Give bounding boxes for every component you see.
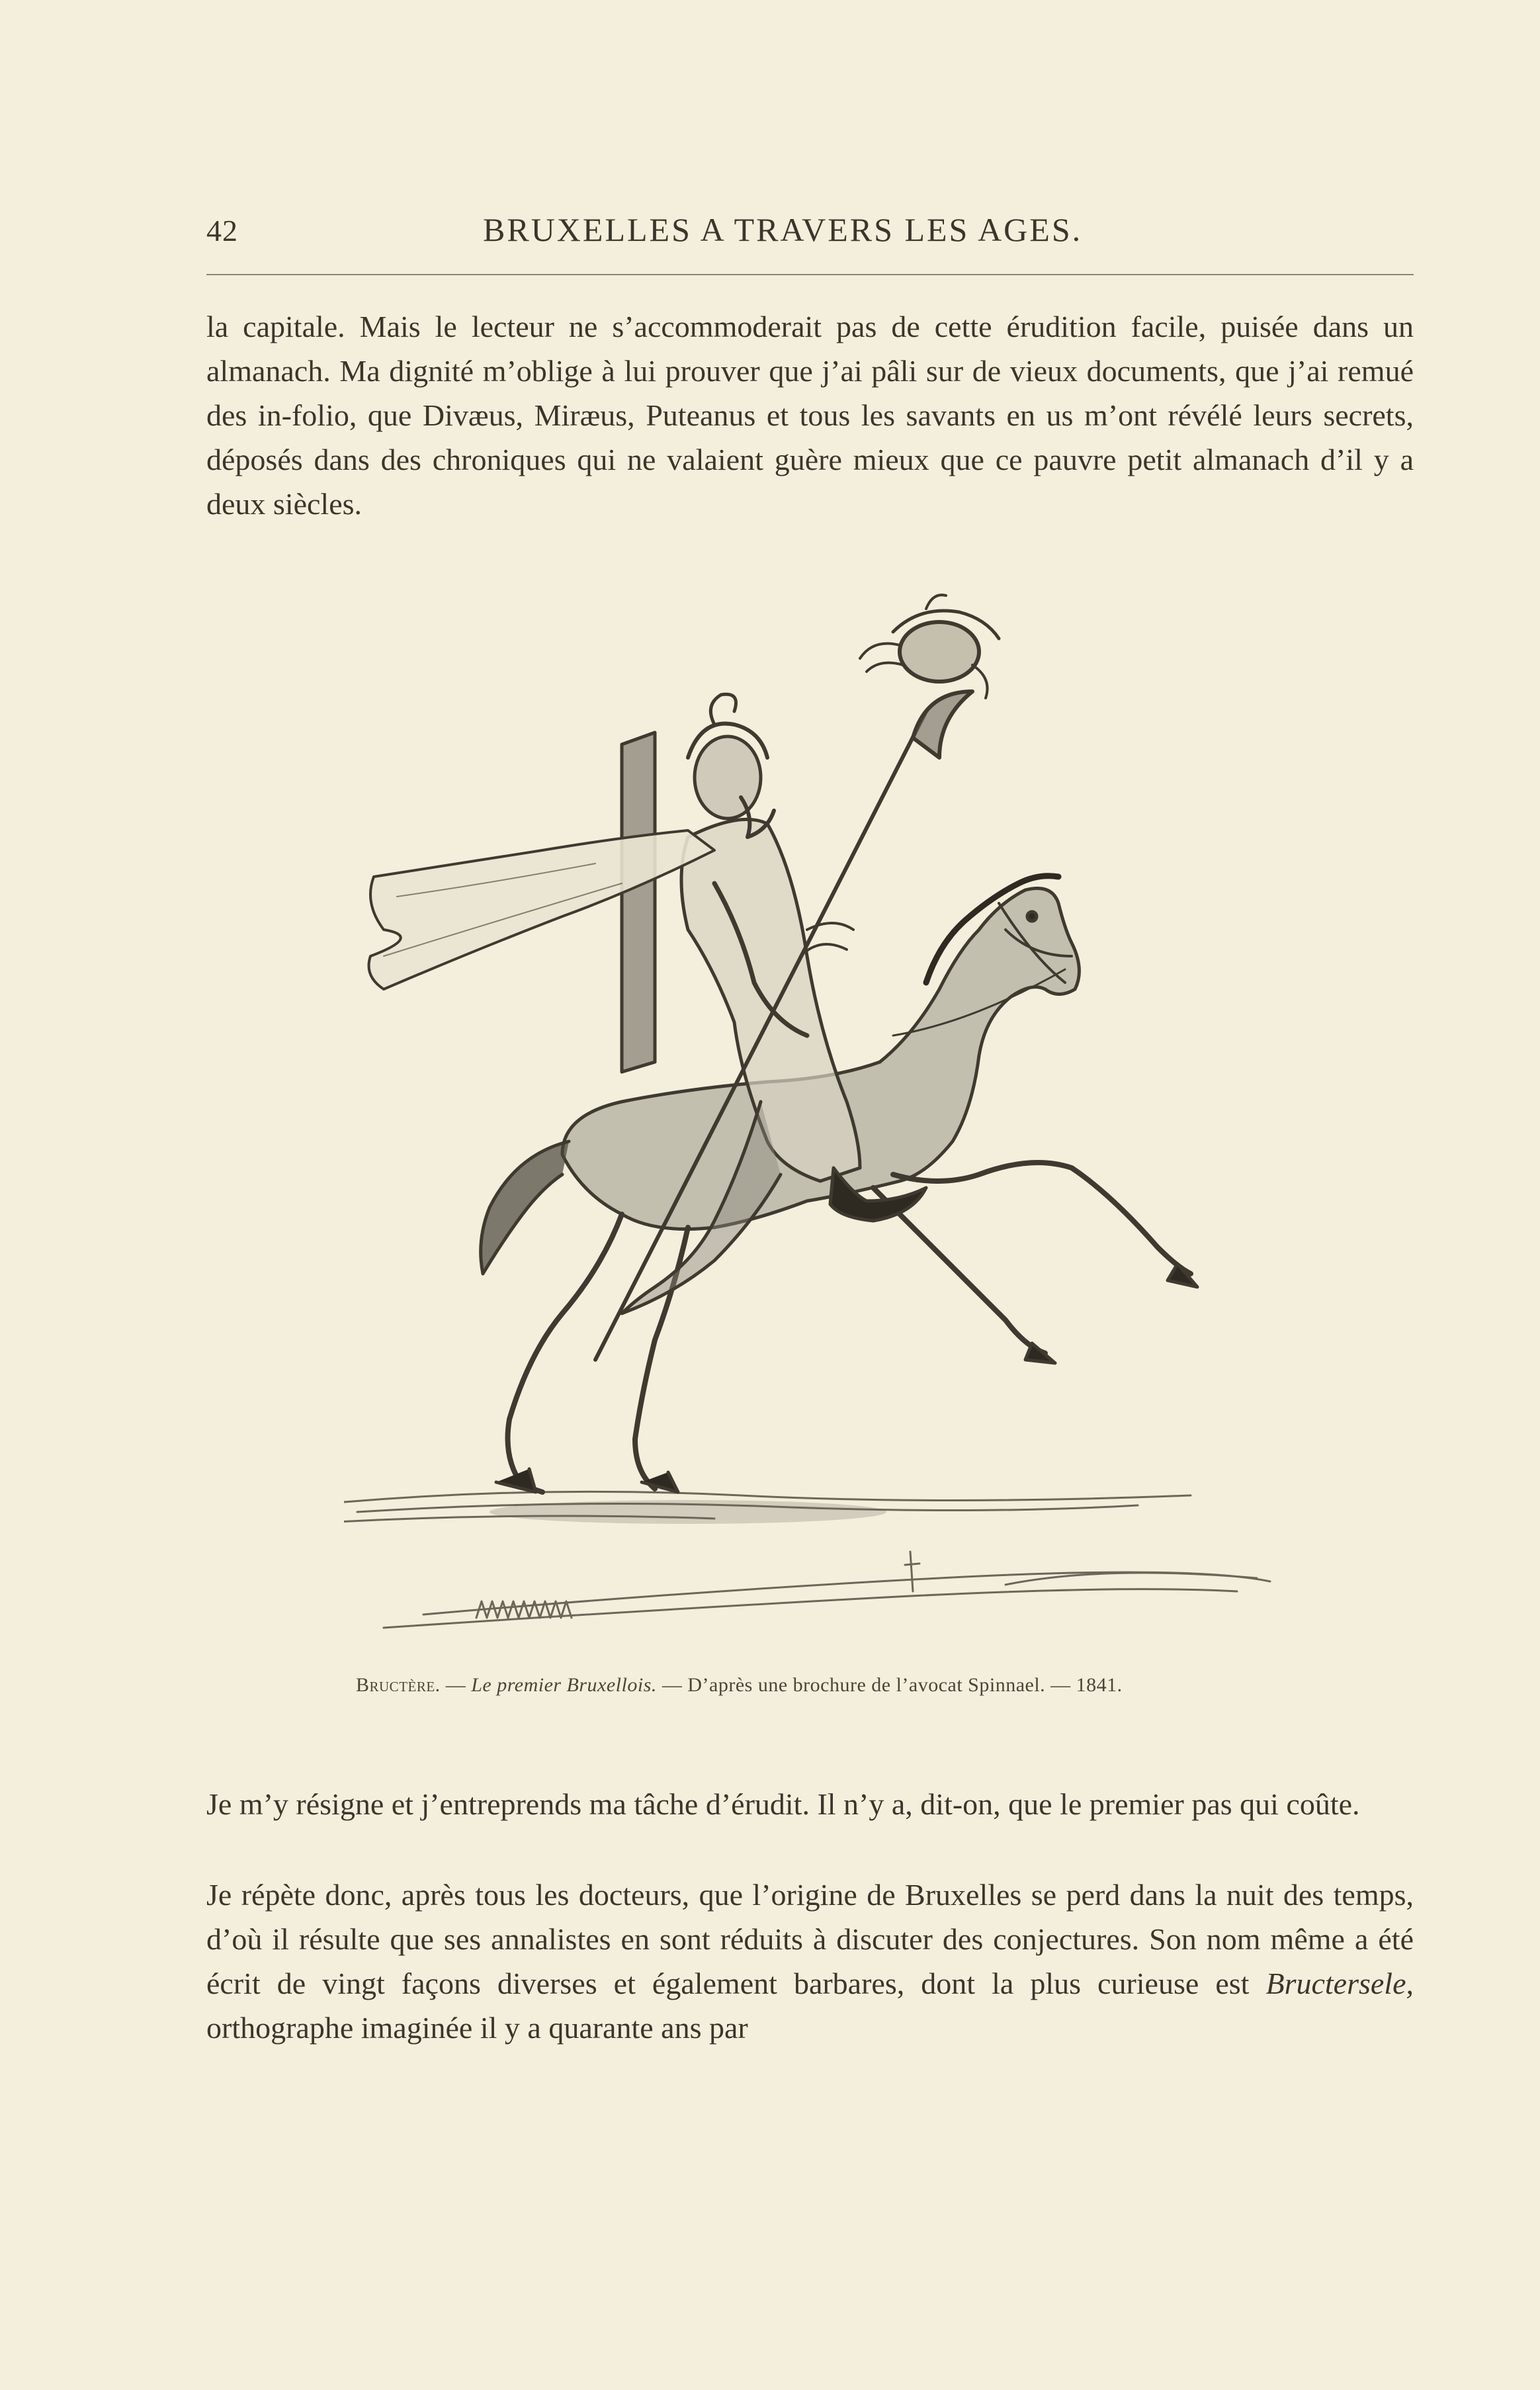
paragraph-origin xyxy=(206,1873,1414,2050)
caption-separator: — xyxy=(656,1674,688,1696)
running-title: BRUXELLES A TRAVERS LES AGES. xyxy=(483,211,1083,248)
caption-title: Le premier Bruxellois. xyxy=(471,1674,657,1696)
caption-name: Bructère. xyxy=(356,1674,441,1696)
paragraph-origin-text: Je répète donc, après tous les docteurs, que l’origine de Bruxelles se perd dans la nuit des temps, d’où il résulte que ses annalistes en sont réduits à discuter des conjectures. Son nom même a été écrit de vingt façons diverses et également barbares, dont la plus curieuse est xyxy=(206,1878,1414,2000)
paragraph-resign: Je m’y résigne et j’entreprends ma tâche d’érudit. Il n’y a, dit-on, que le premier pas qui coûte. xyxy=(206,1787,1360,1821)
page-number: 42 xyxy=(206,214,238,247)
caption-source: D’après une brochure de l’avocat Spinnael. xyxy=(687,1674,1046,1696)
horseman-illustration xyxy=(344,559,1283,1661)
header-rule xyxy=(206,274,1414,275)
paragraph-origin-italic: Bructersele, xyxy=(1265,1967,1414,2000)
caption-separator: — xyxy=(1045,1674,1076,1696)
caption-separator: — xyxy=(440,1674,472,1696)
caption-year: 1841. xyxy=(1076,1674,1123,1696)
illustration-caption xyxy=(356,1674,1282,1697)
paragraph-origin-end: orthographe imaginée il y a quarante ans par xyxy=(206,2011,748,2045)
paragraph-intro: la capitale. Mais le lecteur ne s’accommoderait pas de cette érudition facile, puisée dans un almanach. Ma dignité m’oblige à lui prouver que j’ai pâli sur de vieux documents, que j’ai remué des in-folio, que Divæus, Miræus, Puteanus et tous les savants en us m’ont révélé leurs secrets, déposés dans des chroniques qui ne valaient guère mieux que ce pauvre petit almanach d’il y a deux siècles. xyxy=(206,310,1414,521)
